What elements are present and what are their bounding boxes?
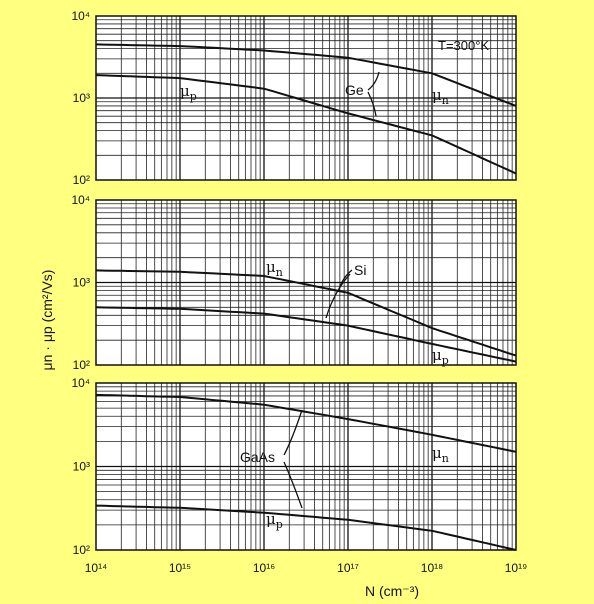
x-tick-label: 10¹⁴ xyxy=(84,561,108,575)
temperature-annotation: T=300°K xyxy=(438,38,490,53)
label-mu-p-si: $\mu_p$ xyxy=(432,346,449,367)
x-tick-label: 10¹⁵ xyxy=(168,561,192,575)
y-tick-label: 10³ xyxy=(72,459,90,474)
label-mu-p-gaas: $\mu_p$ xyxy=(266,510,283,531)
grid xyxy=(96,200,516,365)
x-tick-label: 10¹⁷ xyxy=(337,561,359,575)
panel-si xyxy=(71,193,516,372)
y-tick-label: 10² xyxy=(72,543,90,557)
label-mu-n-si: $\mu_n$ xyxy=(266,258,283,279)
y-tick-label: 10⁴ xyxy=(71,9,90,23)
panel-gaas xyxy=(71,376,516,557)
y-tick-label: 10³ xyxy=(72,91,90,105)
label-mu-n-gaas: $\mu_n$ xyxy=(432,444,449,465)
y-tick-label: 10⁴ xyxy=(71,193,90,207)
x-tick-label: 10¹⁹ xyxy=(504,561,528,575)
material-label-ge: Ge xyxy=(345,82,364,98)
grid xyxy=(96,383,516,550)
y-tick-label: 10⁴ xyxy=(71,376,90,390)
y-tick-label: 10² xyxy=(72,358,90,372)
y-tick-label: 10² xyxy=(72,173,90,187)
material-label-si: Si xyxy=(354,262,367,278)
y-tick-label: 10³ xyxy=(72,275,90,290)
material-label-gaas: GaAs xyxy=(240,449,276,465)
x-axis-label: N (cm⁻³) xyxy=(364,583,420,599)
panel-ge xyxy=(71,9,516,187)
x-tick-label: 10¹⁶ xyxy=(252,561,276,575)
label-mu-p-ge: $\mu_p$ xyxy=(180,82,197,103)
label-mu-n-ge: $\mu_n$ xyxy=(432,86,449,107)
x-tick-label: 10¹⁸ xyxy=(420,561,444,575)
y-axis-label: μn · μp (cm²/Vs) xyxy=(39,269,55,371)
x-tick-labels xyxy=(85,561,527,575)
